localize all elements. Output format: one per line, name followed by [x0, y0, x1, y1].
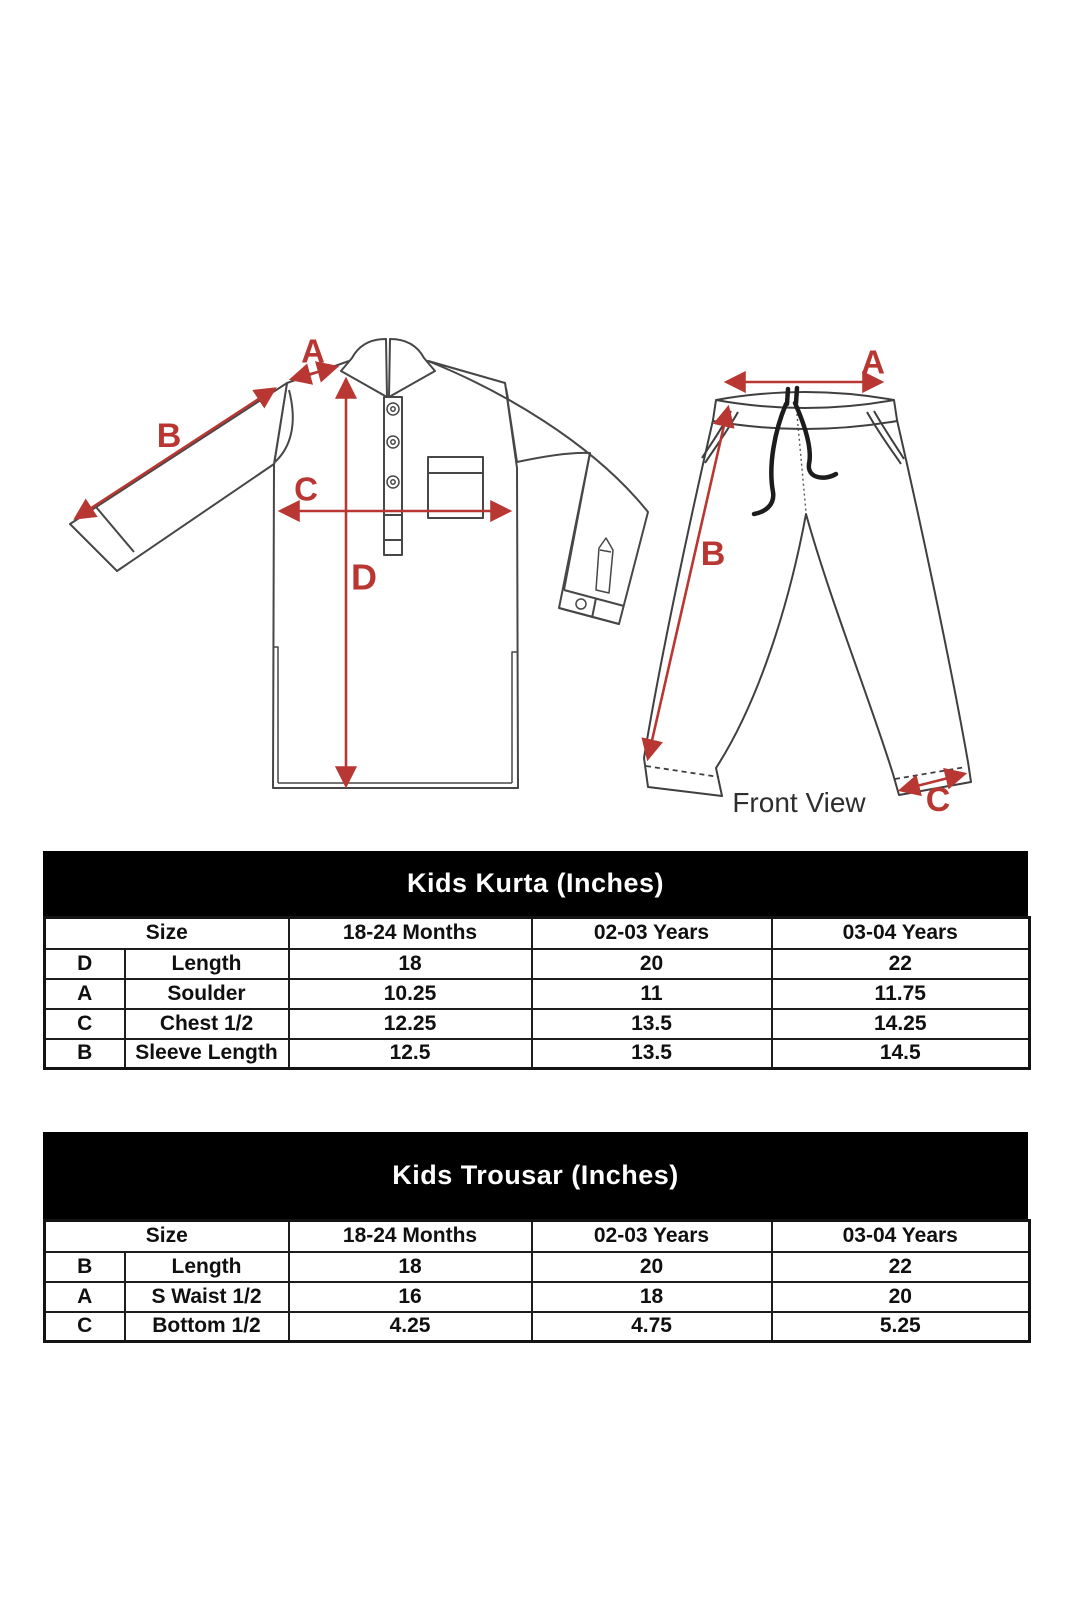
measure-value: 4.25: [289, 1312, 532, 1342]
measure-value: 10.25: [289, 979, 532, 1009]
measure-value: 20: [772, 1282, 1030, 1312]
measure-key: C: [45, 1312, 125, 1342]
column-header-03-04-years: 03-04 Years: [772, 918, 1030, 949]
measure-value: 18: [289, 949, 532, 979]
table-row-soulder: [45, 979, 1030, 1009]
measure-key: C: [45, 1009, 125, 1039]
table-row-bottom: [45, 1312, 1030, 1342]
table-row-sleeve-length: [45, 1039, 1030, 1069]
kurta-pocket: [428, 457, 483, 518]
column-header-size: Size: [45, 1221, 289, 1252]
measure-value: 12.5: [289, 1039, 532, 1069]
measure-value: 14.25: [772, 1009, 1030, 1039]
measure-value: 11: [532, 979, 772, 1009]
column-header-03-04-years: 03-04 Years: [772, 1221, 1030, 1252]
kurta-label-b: B: [156, 417, 182, 455]
trousers-drawing: [644, 388, 971, 796]
measure-key: B: [45, 1039, 125, 1069]
column-header-02-03-years: 02-03 Years: [532, 918, 772, 949]
trousar-table-title: Kids Trousar (Inches): [43, 1132, 1028, 1219]
kurta-size-table: [43, 851, 1028, 1070]
table-row-length: [45, 1252, 1030, 1282]
measure-label: S Waist 1/2: [125, 1282, 289, 1312]
trousers-label-b: B: [700, 535, 726, 573]
measure-value: 22: [772, 949, 1030, 979]
measure-label: Sleeve Length: [125, 1039, 289, 1069]
measure-value: 5.25: [772, 1312, 1030, 1342]
measure-key: A: [45, 1282, 125, 1312]
measure-value: 18: [532, 1282, 772, 1312]
column-header-18-24-months: 18-24 Months: [289, 1221, 532, 1252]
measure-key: B: [45, 1252, 125, 1282]
column-header-size: Size: [45, 918, 289, 949]
trousers-label-a: A: [861, 343, 885, 381]
table-row-chest: [45, 1009, 1030, 1039]
measure-value: 20: [532, 949, 772, 979]
measure-key: A: [45, 979, 125, 1009]
measure-key: D: [45, 949, 125, 979]
kurta-table-title: Kids Kurta (Inches): [43, 851, 1028, 916]
measure-label: Length: [125, 949, 289, 979]
measure-value: 4.75: [532, 1312, 772, 1342]
measure-value: 12.25: [289, 1009, 532, 1039]
trousers-label-c: C: [925, 781, 951, 819]
trousar-table-grid: [43, 1219, 1031, 1343]
kurta-cuff-button: [576, 599, 586, 609]
table-row-length: [45, 949, 1030, 979]
measure-value: 22: [772, 1252, 1030, 1282]
measure-value: 13.5: [532, 1009, 772, 1039]
kurta-header-row: [45, 918, 1030, 949]
measure-value: 11.75: [772, 979, 1030, 1009]
measure-value: 20: [532, 1252, 772, 1282]
measure-label: Soulder: [125, 979, 289, 1009]
trousar-size-table: [43, 1132, 1028, 1343]
measure-value: 16: [289, 1282, 532, 1312]
column-header-02-03-years: 02-03 Years: [532, 1221, 772, 1252]
measure-label: Bottom 1/2: [125, 1312, 289, 1342]
measure-label: Length: [125, 1252, 289, 1282]
measure-value: 13.5: [532, 1039, 772, 1069]
front-view-caption: Front View: [732, 787, 866, 818]
column-header-18-24-months: 18-24 Months: [289, 918, 532, 949]
kurta-label-d: D: [351, 556, 377, 598]
kurta-left-sleeve: [70, 383, 287, 571]
kurta-label-c: C: [294, 470, 318, 508]
kurta-label-a: A: [301, 332, 325, 370]
measure-value: 18: [289, 1252, 532, 1282]
kurta-table-grid: [43, 916, 1031, 1070]
measure-value: 14.5: [772, 1039, 1030, 1069]
trousar-header-row: [45, 1221, 1030, 1252]
measure-label: Chest 1/2: [125, 1009, 289, 1039]
table-row-s-waist: [45, 1282, 1030, 1312]
